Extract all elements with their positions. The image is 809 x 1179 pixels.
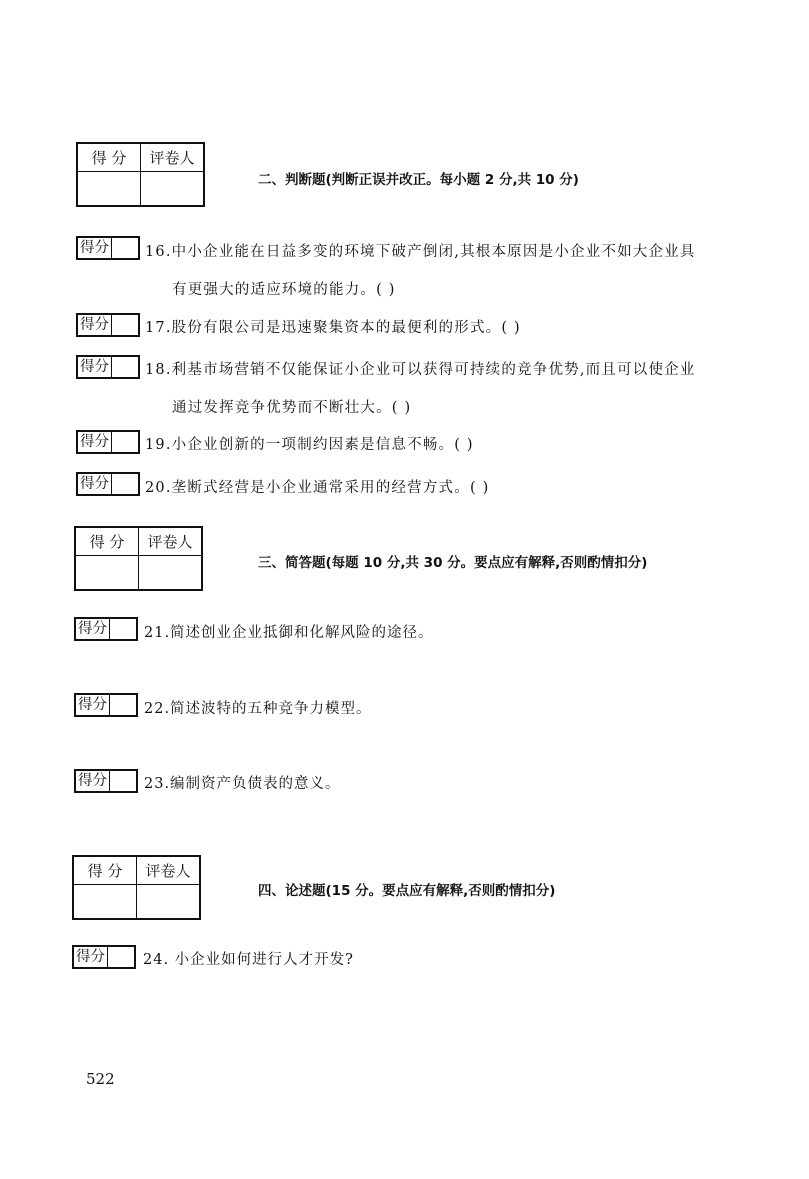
score-label: 得分 [72, 945, 108, 969]
score-cell[interactable] [75, 556, 139, 591]
page-number: 522 [86, 1070, 115, 1088]
grader-cell[interactable] [137, 885, 201, 920]
score-box-q23[interactable] [74, 769, 138, 793]
grader-table-section-4 [72, 855, 201, 920]
grader-table-section-3 [74, 526, 203, 591]
score-box-q19[interactable] [76, 430, 140, 454]
grader-cell[interactable] [141, 172, 205, 207]
score-label: 得分 [74, 617, 110, 641]
section-4-title: 四、论述题(15 分。要点应有解释,否则酌情扣分) [258, 883, 556, 899]
score-box-q16[interactable] [76, 236, 140, 260]
score-cell[interactable] [73, 885, 137, 920]
grader-header: 评卷人 [137, 856, 201, 885]
grader-header: 评卷人 [139, 527, 203, 556]
score-label: 得分 [74, 769, 110, 793]
score-box-q17[interactable] [76, 313, 140, 337]
question-20: 20.垄断式经营是小企业通常采用的经营方式。( ) [145, 480, 490, 496]
score-box-q22[interactable] [74, 693, 138, 717]
score-blank[interactable] [112, 472, 140, 496]
score-blank[interactable] [112, 430, 140, 454]
question-18-line-2: 通过发挥竞争优势而不断壮大。( ) [172, 400, 412, 416]
score-box-q18[interactable] [76, 355, 140, 379]
score-blank[interactable] [110, 693, 138, 717]
score-box-q24[interactable] [72, 945, 136, 969]
question-22: 22.简述波特的五种竞争力模型。 [144, 701, 372, 717]
score-label: 得分 [74, 693, 110, 717]
question-21: 21.简述创业企业抵御和化解风险的途径。 [144, 625, 434, 641]
score-label: 得分 [76, 313, 112, 337]
score-cell[interactable] [77, 172, 141, 207]
score-header: 得 分 [77, 143, 141, 172]
score-blank[interactable] [108, 945, 136, 969]
score-blank[interactable] [112, 236, 140, 260]
question-23: 23.编制资产负债表的意义。 [144, 776, 341, 792]
section-3-title: 三、简答题(每题 10 分,共 30 分。要点应有解释,否则酌情扣分) [258, 555, 648, 571]
score-blank[interactable] [112, 355, 140, 379]
question-19: 19.小企业创新的一项制约因素是信息不畅。( ) [145, 437, 474, 453]
score-label: 得分 [76, 355, 112, 379]
score-label: 得分 [76, 472, 112, 496]
score-blank[interactable] [112, 313, 140, 337]
score-label: 得分 [76, 430, 112, 454]
grader-table-section-2 [76, 142, 205, 207]
question-18-line-1: 18.利基市场营销不仅能保证小企业可以获得可持续的竞争优势,而且可以使企业 [145, 362, 696, 378]
score-blank[interactable] [110, 617, 138, 641]
question-16-line-1: 16.中小企业能在日益多变的环境下破产倒闭,其根本原因是小企业不如大企业具 [145, 244, 696, 260]
score-box-q20[interactable] [76, 472, 140, 496]
score-blank[interactable] [110, 769, 138, 793]
score-label: 得分 [76, 236, 112, 260]
question-17: 17.股份有限公司是迅速聚集资本的最便利的形式。( ) [145, 320, 521, 336]
score-box-q21[interactable] [74, 617, 138, 641]
section-2-title: 二、判断题(判断正误并改正。每小题 2 分,共 10 分) [258, 172, 579, 188]
grader-header: 评卷人 [141, 143, 205, 172]
score-header: 得 分 [73, 856, 137, 885]
question-24: 24. 小企业如何进行人才开发? [143, 952, 354, 968]
score-header: 得 分 [75, 527, 139, 556]
grader-cell[interactable] [139, 556, 203, 591]
question-16-line-2: 有更强大的适应环境的能力。( ) [172, 282, 396, 298]
